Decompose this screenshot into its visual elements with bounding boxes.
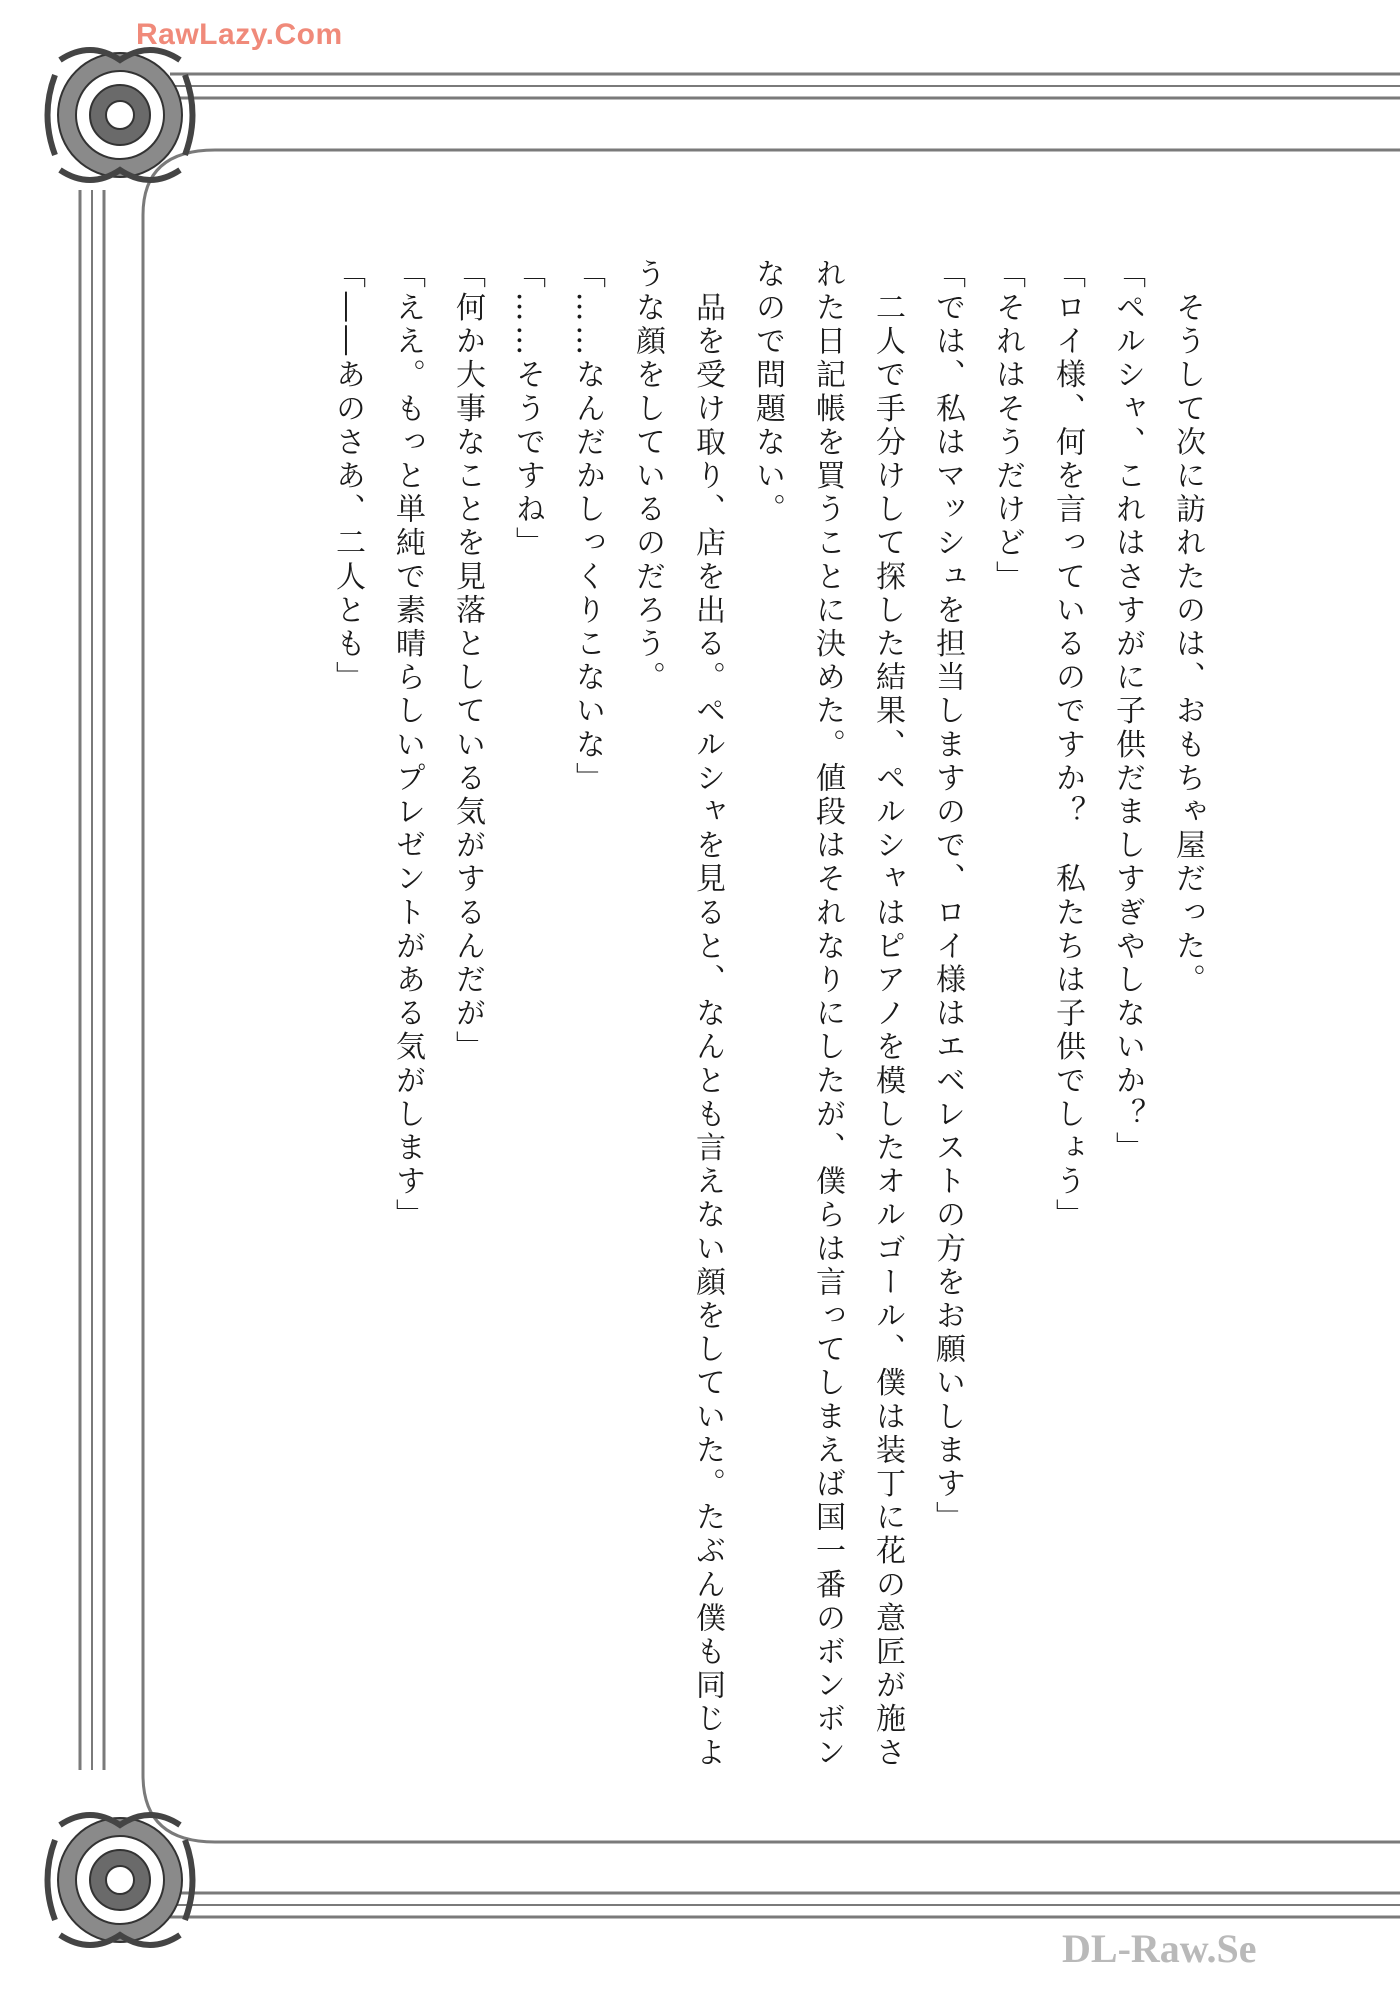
paragraph: 二人で手分けして探した結果、ペルシャはピアノを模したオルゴール、僕は装丁に花の意匠が施された日記帳を買うことに決めた。値段はそれなりにしたが、僕らは言ってしまえば国一番のボンボンなので問題ない。: [750, 258, 905, 1770]
paragraph: 品を受け取り、店を出る。ペルシャを見ると、なんとも言えない顔をしていた。たぶん僕も同じような顔をしているのだろう。: [630, 258, 725, 1770]
paragraph: 「……なんだかしっくりこないな」: [570, 258, 605, 796]
watermark-top: RawLazy.Com: [136, 18, 343, 51]
vertical-text-body: [257, 258, 1217, 1788]
paragraph: 「ええ。もっと単純で素晴らしいプレゼントがある気がします」: [390, 258, 425, 1233]
paragraph: 「ロイ様、何を言っているのですか？ 私たちは子供でしょう」: [1050, 258, 1085, 1233]
corner-ornament-bottom-left: [48, 1815, 193, 1945]
paragraph: 「……そうですね」: [510, 258, 545, 561]
paragraph: 「――あのさあ、二人とも」: [330, 258, 365, 695]
paragraph: そうして次に訪れたのは、おもちゃ屋だった。: [1170, 258, 1205, 998]
paragraph: 「ペルシャ、これはさすがに子供だましすぎやしないか？」: [1110, 258, 1145, 1166]
watermark-bottom: DL-Raw.Se: [1062, 1926, 1257, 1971]
paragraph: 「それはそうだけど」: [990, 258, 1025, 594]
paragraph: 「では、私はマッシュを担当しますので、ロイ様はエベレストの方をお願いします」: [930, 258, 965, 1535]
paragraph: 「何か大事なことを見落としている気がするんだが」: [450, 258, 485, 1065]
